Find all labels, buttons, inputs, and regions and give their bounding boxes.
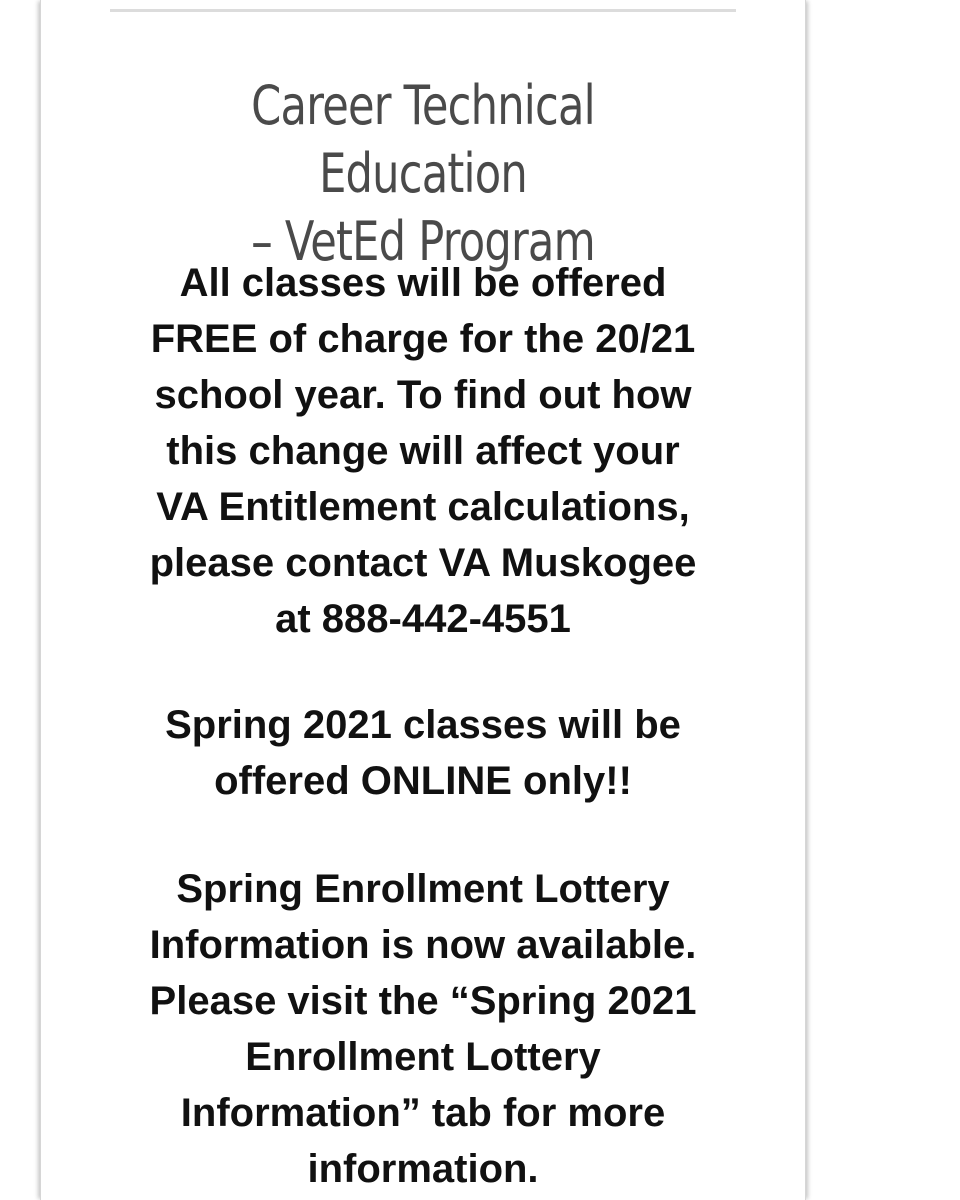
notice-line: school year. To find out how — [154, 373, 692, 417]
online-only-notice — [70, 697, 776, 809]
notice-line: Spring Enrollment Lottery — [176, 867, 670, 911]
notice-line: Information is now available. — [149, 923, 697, 967]
notice-line: Please visit the “Spring 2021 — [149, 979, 697, 1023]
notice-line: offered ONLINE only!! — [214, 759, 632, 803]
notice-line: Enrollment Lottery — [245, 1035, 601, 1079]
notice-line: FREE of charge for the 20/21 — [150, 317, 696, 361]
free-charge-notice — [70, 255, 776, 647]
page-title-line-2: – VetEd Program — [251, 210, 595, 273]
notice-line: Information” tab for more — [180, 1091, 666, 1135]
notice-line: VA Entitlement calculations, — [156, 485, 690, 529]
notice-line: Spring 2021 classes will be — [165, 703, 681, 747]
notice-line: please contact VA Muskogee — [149, 541, 697, 585]
page-title-line-1: Career Technical Education — [251, 74, 595, 205]
lottery-notice — [70, 861, 776, 1197]
top-divider — [110, 9, 736, 12]
page-title — [157, 72, 690, 276]
notice-line: All classes will be offered — [179, 261, 667, 305]
notice-line: this change will affect your — [166, 429, 680, 473]
notice-line: information. — [307, 1147, 539, 1191]
va-phone-number: at 888-442-4551 — [275, 597, 571, 641]
